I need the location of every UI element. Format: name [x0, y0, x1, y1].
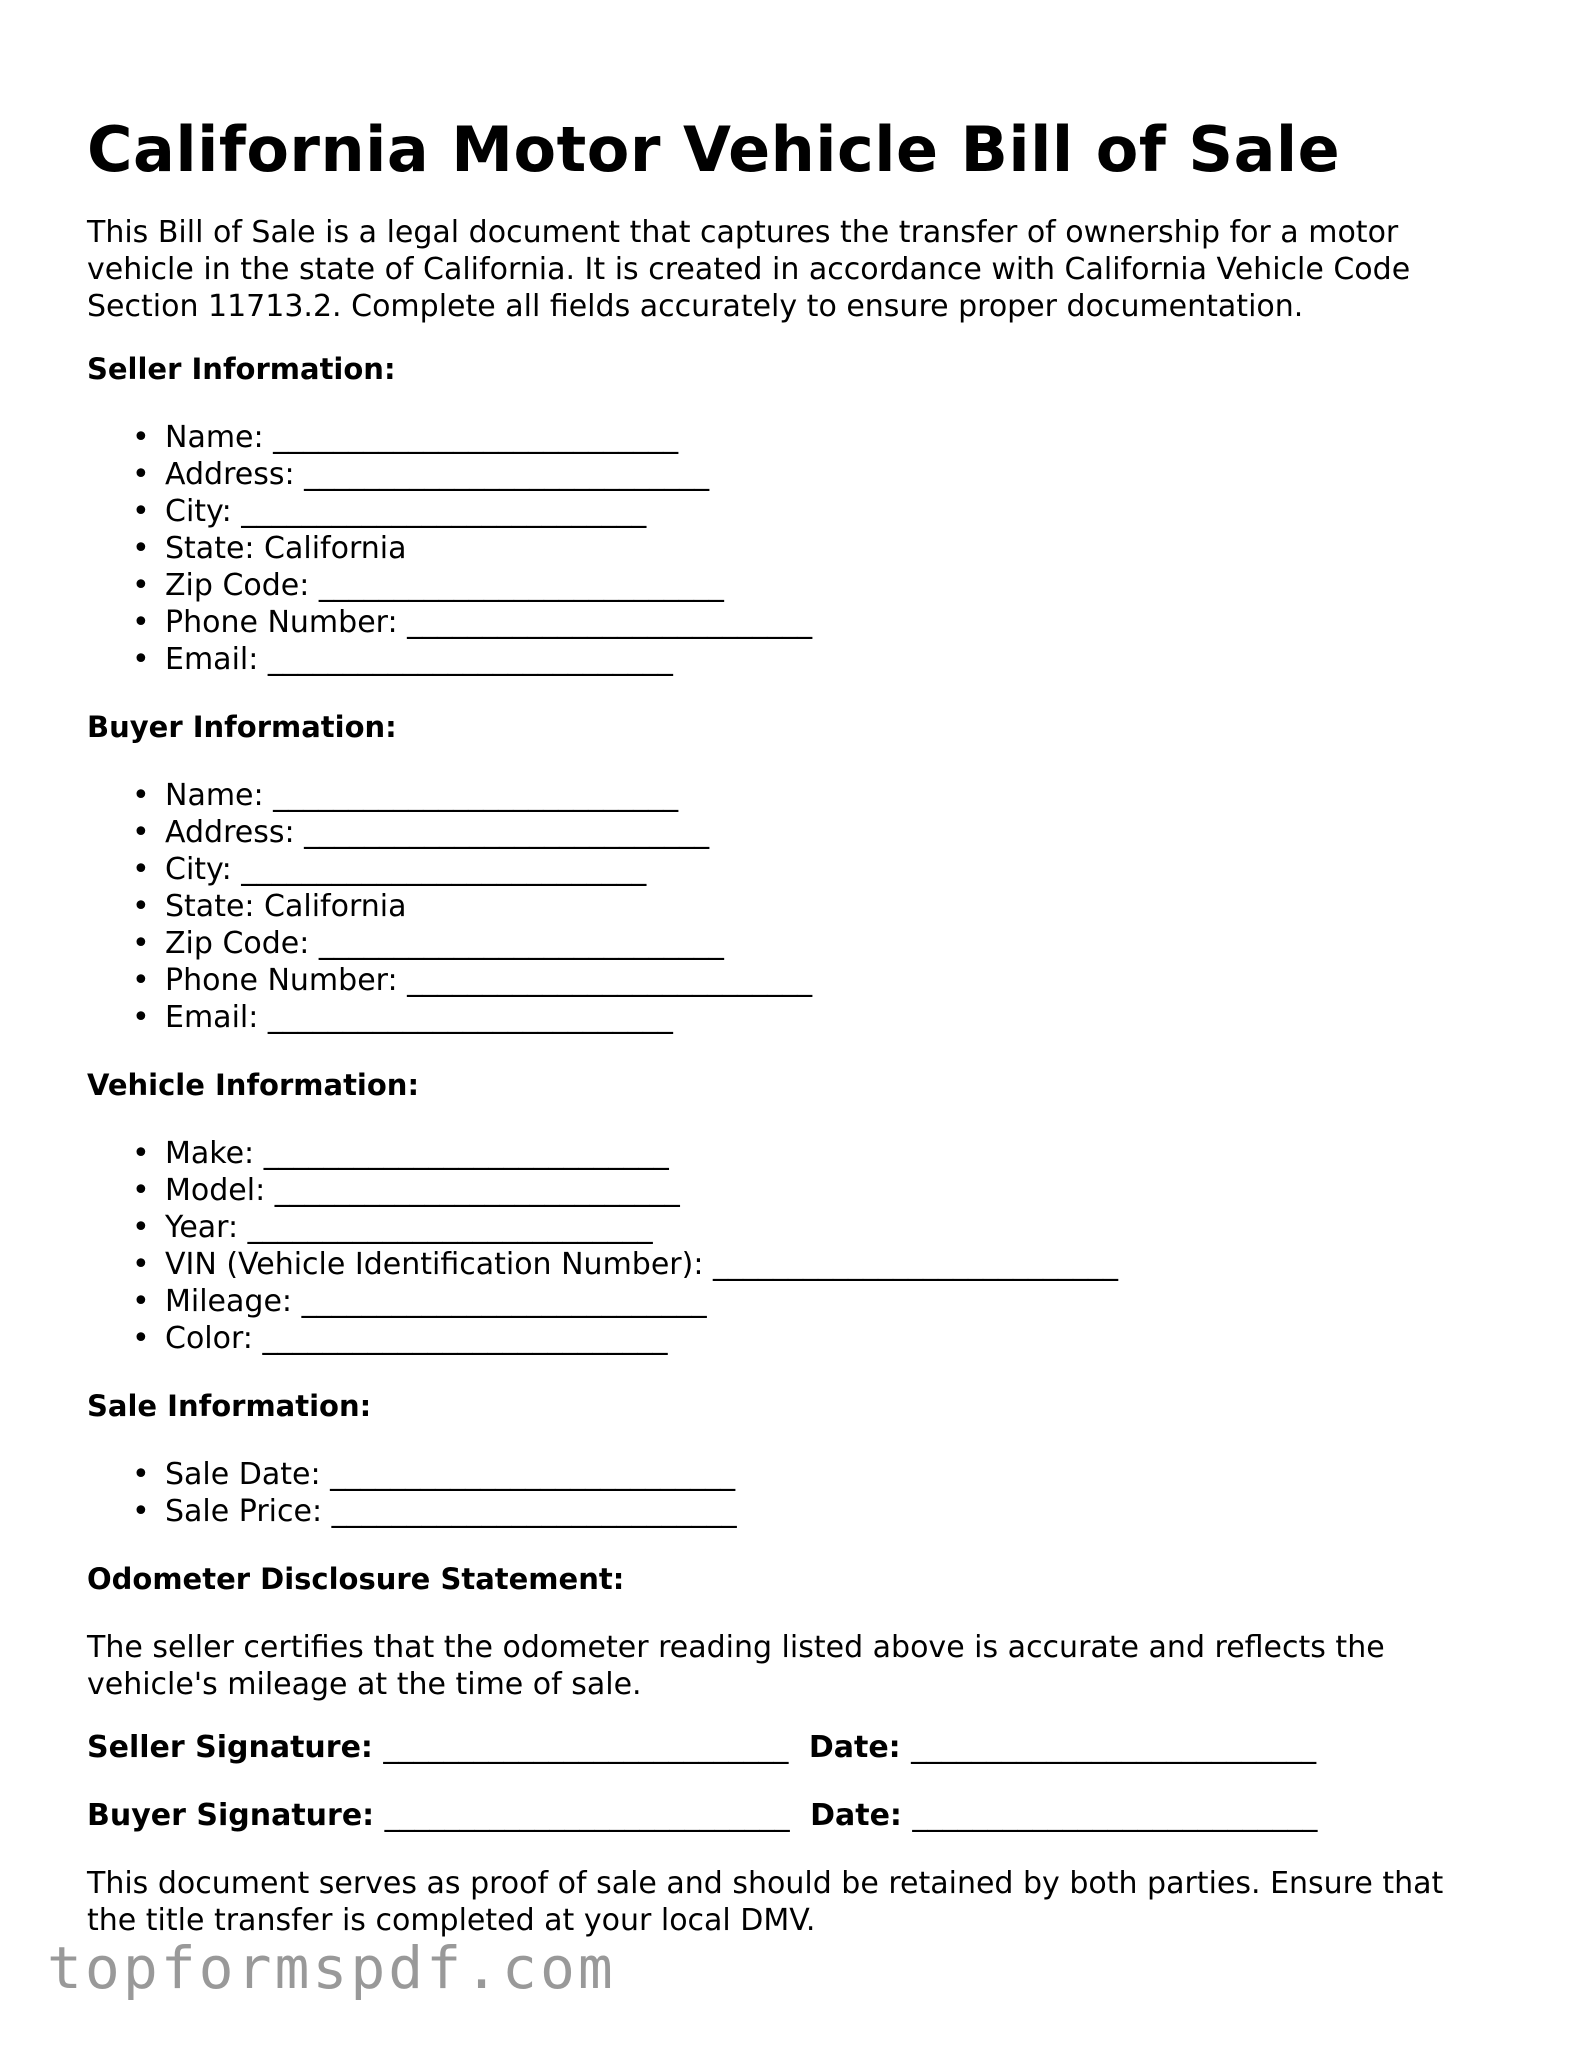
buyer-email-field[interactable]: [87, 999, 1507, 1036]
field-label: State: California: [165, 531, 407, 566]
bill-of-sale-document: [87, 108, 1507, 1965]
bullet-icon: •: [132, 531, 150, 566]
field-label: State: California: [165, 889, 407, 924]
field-label: Color:: [165, 1321, 253, 1356]
sale-section-heading: Sale Information:: [87, 1389, 372, 1423]
fill-in-blank[interactable]: ___________________________: [273, 420, 679, 455]
fill-in-blank[interactable]: ___________________________: [301, 1284, 707, 1319]
bullet-icon: •: [132, 642, 150, 677]
vehicle-section-heading: Vehicle Information:: [87, 1068, 420, 1102]
field-label: Name:: [165, 778, 264, 813]
sale-fields-list: [87, 1456, 1507, 1530]
seller-zip-field[interactable]: [87, 567, 1507, 604]
buyer-signature-label: Buyer Signature:: [87, 1798, 375, 1833]
seller-section-heading: Seller Information:: [87, 352, 396, 386]
seller-email-field[interactable]: [87, 641, 1507, 678]
bullet-icon: •: [132, 1494, 150, 1529]
field-label: Mileage:: [165, 1284, 293, 1319]
bullet-icon: •: [132, 1247, 150, 1282]
vehicle-make-field[interactable]: [87, 1135, 1507, 1172]
seller-city-field[interactable]: [87, 493, 1507, 530]
field-label: City:: [165, 852, 232, 887]
fill-in-blank[interactable]: ___________________________: [247, 1210, 653, 1245]
vehicle-fields-list: [87, 1135, 1507, 1357]
seller-state-field: [87, 530, 1507, 567]
buyer-date-blank[interactable]: ___________________________: [912, 1798, 1318, 1833]
closing-paragraph: This document serves as proof of sale and should be retained by both parties. Ensure that the title transfer is completed at your local DMV.: [87, 1866, 1444, 1938]
fill-in-blank[interactable]: ___________________________: [712, 1247, 1118, 1282]
odometer-section-heading: Odometer Disclosure Statement:: [87, 1562, 625, 1596]
bullet-icon: •: [132, 568, 150, 603]
field-label: Name:: [165, 420, 264, 455]
bullet-icon: •: [132, 605, 150, 640]
seller-date-blank[interactable]: ___________________________: [911, 1730, 1317, 1765]
buyer-signature-line[interactable]: [87, 1797, 1507, 1834]
bullet-icon: •: [132, 420, 150, 455]
field-label: Address:: [165, 457, 295, 492]
vehicle-vin-field[interactable]: [87, 1246, 1507, 1283]
fill-in-blank[interactable]: ___________________________: [273, 778, 679, 813]
fill-in-blank[interactable]: ___________________________: [241, 852, 647, 887]
bullet-icon: •: [132, 1173, 150, 1208]
bullet-icon: •: [132, 1457, 150, 1492]
fill-in-blank[interactable]: ___________________________: [304, 457, 710, 492]
fill-in-blank[interactable]: ___________________________: [304, 815, 710, 850]
bullet-icon: •: [132, 1000, 150, 1035]
bullet-icon: •: [132, 889, 150, 924]
bullet-icon: •: [132, 852, 150, 887]
vehicle-mileage-field[interactable]: [87, 1283, 1507, 1320]
seller-name-field[interactable]: [87, 419, 1507, 456]
field-label: Phone Number:: [165, 605, 398, 640]
field-label: Phone Number:: [165, 963, 398, 998]
vehicle-year-field[interactable]: [87, 1209, 1507, 1246]
fill-in-blank[interactable]: ___________________________: [407, 605, 813, 640]
field-label: City:: [165, 494, 232, 529]
field-label: Model:: [165, 1173, 266, 1208]
buyer-section-heading: Buyer Information:: [87, 710, 397, 744]
bullet-icon: •: [132, 778, 150, 813]
field-label: VIN (Vehicle Identification Number):: [165, 1247, 704, 1282]
seller-signature-label: Seller Signature:: [87, 1730, 373, 1765]
bullet-icon: •: [132, 1284, 150, 1319]
buyer-date-label: Date:: [810, 1798, 902, 1833]
field-label: Zip Code:: [165, 926, 310, 961]
fill-in-blank[interactable]: ___________________________: [330, 1457, 736, 1492]
intro-paragraph: This Bill of Sale is a legal document that captures the transfer of ownership for a motor vehicle in the state of California. It is created in accordance with California Vehicle Code Section 11713.2. Complete all fields accurately to ensure proper documentation.: [87, 215, 1411, 324]
page-title: California Motor Vehicle Bill of Sale: [87, 113, 1341, 186]
sale-price-field[interactable]: [87, 1493, 1507, 1530]
seller-date-label: Date:: [808, 1730, 901, 1765]
buyer-fields-list: [87, 777, 1507, 1036]
buyer-state-field: [87, 888, 1507, 925]
bullet-icon: •: [132, 457, 150, 492]
bullet-icon: •: [132, 815, 150, 850]
bullet-icon: •: [132, 494, 150, 529]
fill-in-blank[interactable]: ___________________________: [267, 642, 673, 677]
bullet-icon: •: [132, 963, 150, 998]
bullet-icon: •: [132, 926, 150, 961]
fill-in-blank[interactable]: ___________________________: [318, 926, 724, 961]
field-label: Year:: [165, 1210, 239, 1245]
fill-in-blank[interactable]: ___________________________: [267, 1000, 673, 1035]
fill-in-blank[interactable]: ___________________________: [241, 494, 647, 529]
vehicle-model-field[interactable]: [87, 1172, 1507, 1209]
buyer-city-field[interactable]: [87, 851, 1507, 888]
fill-in-blank[interactable]: ___________________________: [263, 1136, 669, 1171]
field-label: Email:: [165, 642, 259, 677]
fill-in-blank[interactable]: ___________________________: [318, 568, 724, 603]
bullet-icon: •: [132, 1210, 150, 1245]
buyer-phone-field[interactable]: [87, 962, 1507, 999]
bullet-icon: •: [132, 1321, 150, 1356]
seller-signature-line[interactable]: [87, 1729, 1507, 1766]
fill-in-blank[interactable]: ___________________________: [331, 1494, 737, 1529]
sale-date-field[interactable]: [87, 1456, 1507, 1493]
odometer-statement: The seller certifies that the odometer reading listed above is accurate and reflects the vehicle's mileage at the time of sale.: [87, 1630, 1385, 1702]
buyer-signature-blank[interactable]: ___________________________: [384, 1798, 790, 1833]
seller-signature-blank[interactable]: ___________________________: [383, 1730, 789, 1765]
site-watermark: topformspdf.com: [47, 1934, 616, 2002]
buyer-name-field[interactable]: [87, 777, 1507, 814]
field-label: Email:: [165, 1000, 259, 1035]
fill-in-blank[interactable]: ___________________________: [262, 1321, 668, 1356]
seller-address-field[interactable]: [87, 456, 1507, 493]
field-label: Sale Price:: [165, 1494, 323, 1529]
field-label: Sale Date:: [165, 1457, 321, 1492]
bullet-icon: •: [132, 1136, 150, 1171]
seller-fields-list: [87, 419, 1507, 678]
field-label: Address:: [165, 815, 295, 850]
seller-phone-field[interactable]: [87, 604, 1507, 641]
buyer-address-field[interactable]: [87, 814, 1507, 851]
fill-in-blank[interactable]: ___________________________: [407, 963, 813, 998]
field-label: Make:: [165, 1136, 255, 1171]
vehicle-color-field[interactable]: [87, 1320, 1507, 1357]
buyer-zip-field[interactable]: [87, 925, 1507, 962]
field-label: Zip Code:: [165, 568, 310, 603]
fill-in-blank[interactable]: ___________________________: [274, 1173, 680, 1208]
